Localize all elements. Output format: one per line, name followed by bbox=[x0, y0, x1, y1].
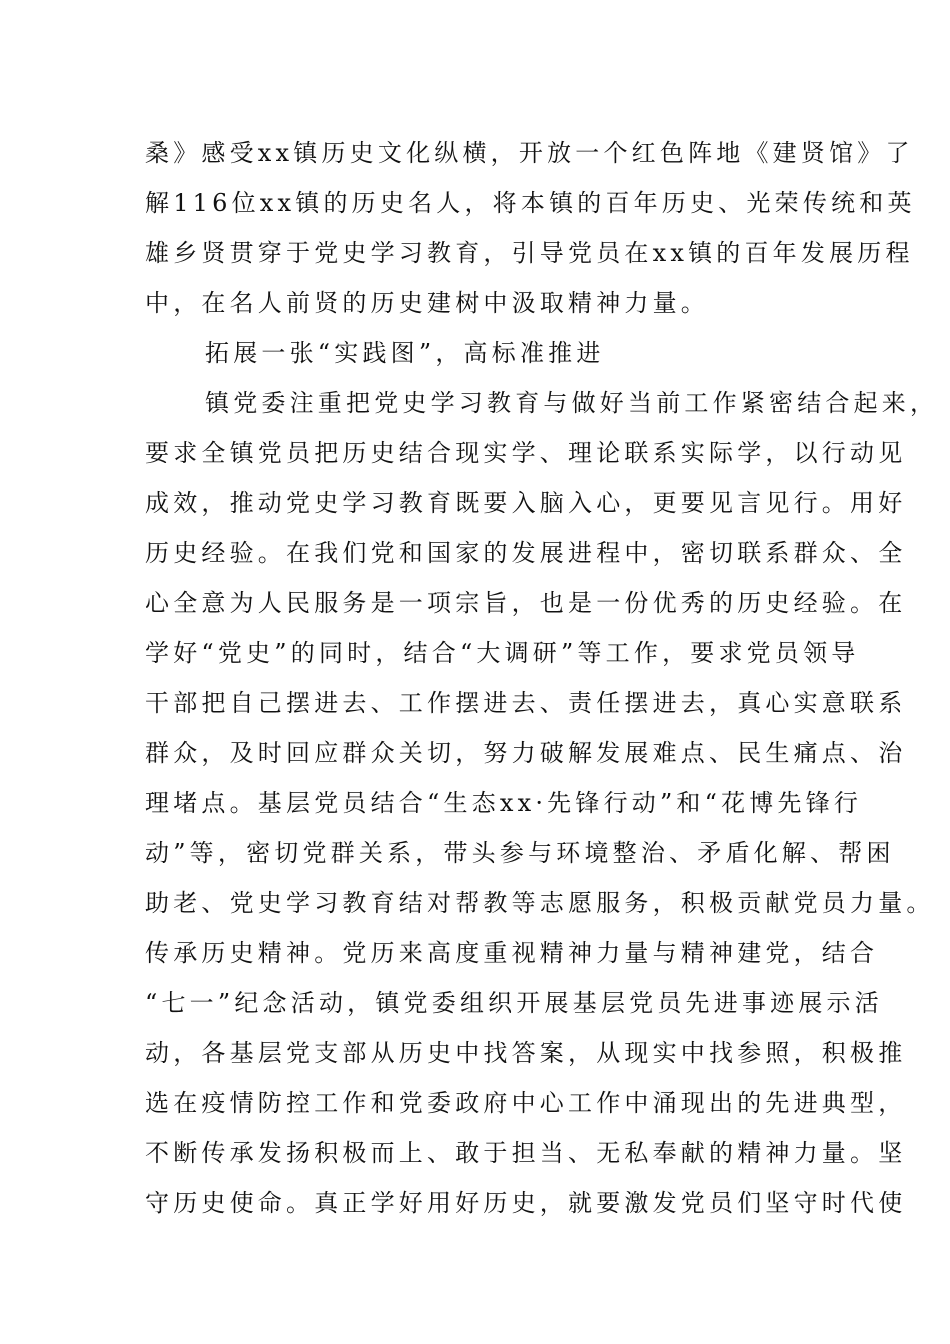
text-line: 桑》感受xx镇历史文化纵横，开放一个红色阵地《建贤馆》了 bbox=[145, 139, 914, 167]
text-line: 干部把自己摆进去、工作摆进去、责任摆进去，真心实意联系 bbox=[145, 689, 907, 717]
text-line: 中，在名人前贤的历史建树中汲取精神力量。 bbox=[145, 289, 709, 317]
text-line: “七一”纪念活动，镇党委组织开展基层党员先进事迹展示活 bbox=[145, 989, 883, 1017]
text-line: 助老、党史学习教育结对帮教等志愿服务，积极贡献党员力量。 bbox=[145, 889, 935, 917]
text-line: 传承历史精神。党历来高度重视精神力量与精神建党，结合 bbox=[145, 939, 879, 967]
text-line: 学好“党史”的同时，结合“大调研”等工作，要求党员领导 bbox=[145, 639, 860, 667]
text-line: 动，各基层党支部从历史中找答案，从现实中找参照，积极推 bbox=[145, 1039, 907, 1067]
text-line: 要求全镇党员把历史结合现实学、理论联系实际学，以行动见 bbox=[145, 439, 907, 467]
text-line: 镇党委注重把党史学习教育与做好当前工作紧密结合起来， bbox=[205, 389, 939, 417]
section-heading: 拓展一张“实践图”，高标准推进 bbox=[205, 339, 605, 367]
text-line: 动”等，密切党群关系，带头参与环境整治、矛盾化解、帮困 bbox=[145, 839, 895, 867]
text-line: 成效，推动党史学习教育既要入脑入心，更要见言见行。用好 bbox=[145, 489, 907, 517]
text-line: 群众，及时回应群众关切，努力破解发展难点、民生痛点、治 bbox=[145, 739, 907, 767]
text-line: 不断传承发扬积极而上、敢于担当、无私奉献的精神力量。坚 bbox=[145, 1139, 907, 1167]
text-line: 选在疫情防控工作和党委政府中心工作中涌现出的先进典型， bbox=[145, 1089, 907, 1117]
text-line: 历史经验。在我们党和国家的发展进程中，密切联系群众、全 bbox=[145, 539, 907, 567]
text-line: 解116位xx镇的历史名人，将本镇的百年历史、光荣传统和英 bbox=[145, 189, 916, 217]
text-line: 守历史使命。真正学好用好历史，就要激发党员们坚守时代使 bbox=[145, 1189, 907, 1217]
text-line: 理堵点。基层党员结合“生态xx·先锋行动”和“花博先锋行 bbox=[145, 789, 863, 817]
text-line: 心全意为人民服务是一项宗旨，也是一份优秀的历史经验。在 bbox=[145, 589, 907, 617]
text-line: 雄乡贤贯穿于党史学习教育，引导党员在xx镇的百年发展历程 bbox=[145, 239, 914, 267]
